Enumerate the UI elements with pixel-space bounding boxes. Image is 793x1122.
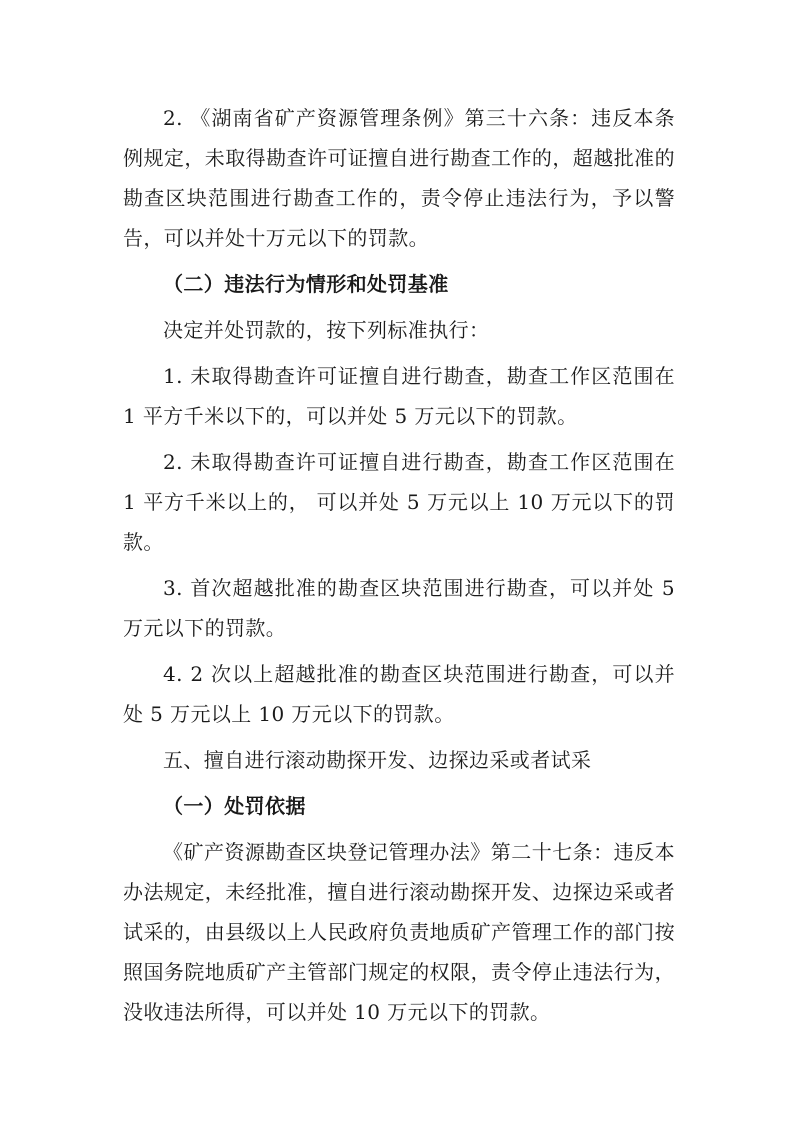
standard-item-3: 3. 首次超越批准的勘查区块范围进行勘查，可以并处 5 万元以下的罚款。 [123, 576, 675, 640]
section-heading-penalty-basis: （一）处罚依据 [163, 794, 306, 818]
article-36-paragraph: 2. 《湖南省矿产资源管理条例》第三十六条：违反本条例规定，未取得勘查许可证擅自进行勘查工作的，超越批准的勘查区块范围进行勘查工作的，责令停止违法行为，予以警告，可以并处十万元以下的罚款。 [123, 106, 675, 250]
chapter-heading-five: 五、擅自进行滚动勘探开发、边探边采或者试采 [163, 748, 592, 772]
section-heading-violation-situations: （二）违法行为情形和处罚基准 [163, 272, 449, 296]
standard-item-4: 4. 2 次以上超越批准的勘查区块范围进行勘查，可以并处 5 万元以上 10 万元以下的罚款。 [123, 662, 675, 726]
fine-standard-intro: 决定并处罚款的，按下列标准执行： [163, 318, 490, 342]
document-body [123, 98, 675, 1038]
standard-item-2: 2. 未取得勘查许可证擅自进行勘查，勘查工作区范围在 1 平方千米以上的， 可以并处 5 万元以上 10 万元以下的罚款。 [123, 450, 675, 554]
article-27-paragraph: 《矿产资源勘查区块登记管理办法》第二十七条：违反本办法规定，未经批准，擅自进行滚动勘探开发、边探边采或者试采的，由县级以上人民政府负责地质矿产管理工作的部门按照国务院地质矿产主管部门规定的权限，责令停止违法行为，没收违法所得，可以并处 10 万元以下的罚款。 [123, 840, 675, 1024]
standard-item-1: 1. 未取得勘查许可证擅自进行勘查，勘查工作区范围在 1 平方千米以下的，可以并处 5 万元以下的罚款。 [123, 364, 675, 428]
